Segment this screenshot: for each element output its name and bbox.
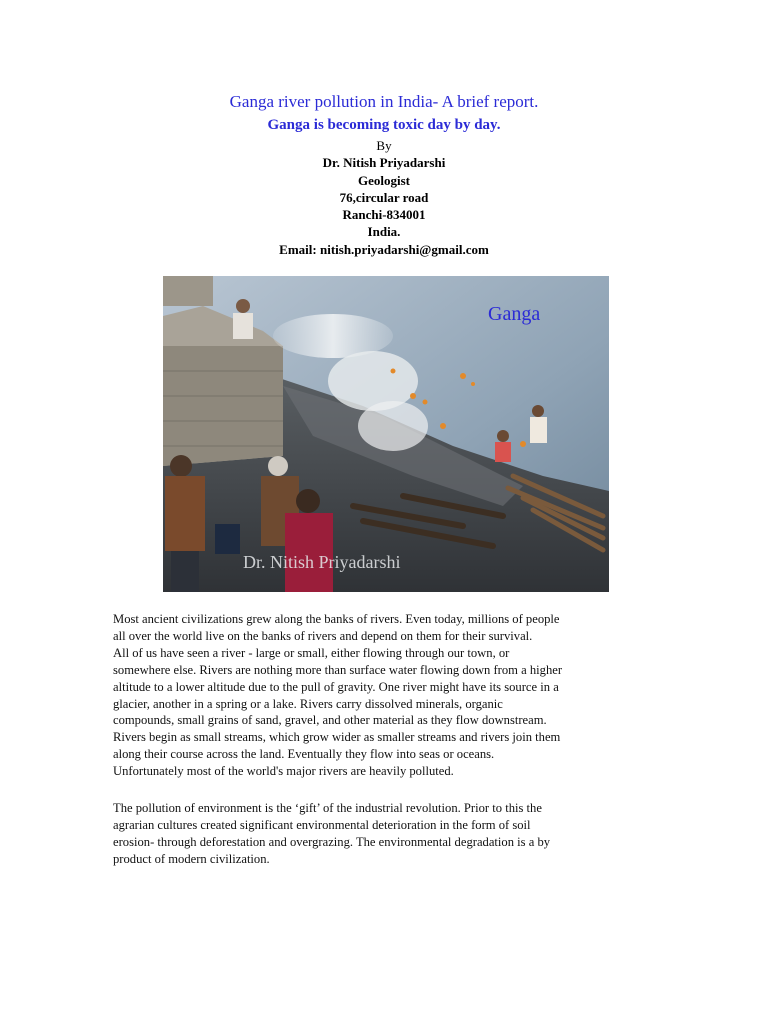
report-title: Ganga river pollution in India- A brief report. <box>229 92 539 111</box>
paragraph-line: along their course across the land. Eventually they flow into seas or oceans. <box>113 747 495 762</box>
paragraph-line: glacier, another in a spring or a lake. Rivers carry dissolved minerals, organic <box>113 696 503 711</box>
body-paragraph-2 <box>113 800 653 868</box>
body-paragraph-1 <box>113 611 653 780</box>
ganga-ghat-photo <box>163 276 609 592</box>
photo-label: Ganga <box>488 303 541 325</box>
paragraph-line: compounds, small grains of sand, gravel, and other material as they flow downstream. <box>113 713 547 728</box>
paragraph-line: product of modern civilization. <box>113 851 270 866</box>
author-role: Geologist <box>358 172 410 188</box>
paragraph-line: altitude to a lower altitude due to the pull of gravity. One river might have its source in a <box>113 679 559 694</box>
paragraph-line: Most ancient civilizations grew along the banks of rivers. Even today, millions of people <box>113 612 560 626</box>
author-country: India. <box>367 224 401 240</box>
paragraph-line: The pollution of environment is the ‘gift’ of the industrial revolution. Prior to this the <box>113 801 542 815</box>
paragraph-line: All of us have seen a river - large or small, either flowing through our town, or <box>113 645 510 660</box>
paragraph-line: Rivers begin as small streams, which grow wider as smaller streams and rivers join them <box>113 730 561 745</box>
address-line-1: 76,circular road <box>339 189 429 205</box>
author-block <box>0 137 768 258</box>
paragraph-line: erosion- through deforestation and overgrazing. The environmental degradation is a by <box>113 834 551 849</box>
by-line: By <box>376 138 392 153</box>
paragraph-line: all over the world live on the banks of rivers and depend on them for their survival. <box>113 628 533 643</box>
paragraph-line: somewhere else. Rivers are nothing more than surface water flowing down from a higher <box>113 662 563 677</box>
author-email: Email: nitish.priyadarshi@gmail.com <box>279 241 489 257</box>
address-line-2: Ranchi-834001 <box>342 207 426 223</box>
paragraph-line: agrarian cultures created significant environmental deterioration in the form of soil <box>113 817 531 832</box>
photo-watermark: Dr. Nitish Priyadarshi <box>243 552 401 572</box>
author-name: Dr. Nitish Priyadarshi <box>322 155 446 171</box>
paragraph-line: Unfortunately most of the world's major rivers are heavily polluted. <box>113 764 454 779</box>
report-subtitle: Ganga is becoming toxic day by day. <box>267 117 501 133</box>
